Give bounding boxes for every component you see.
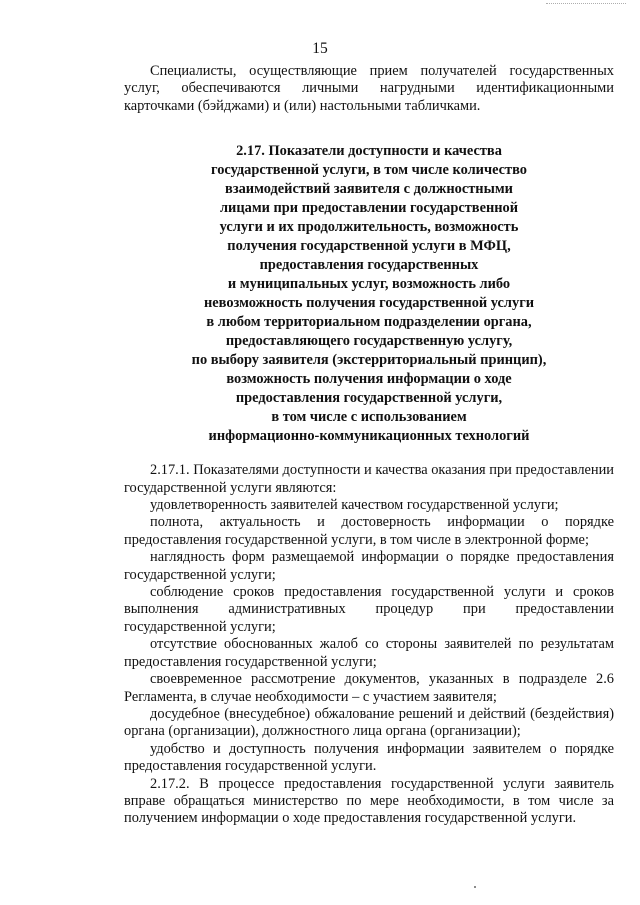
indicator-item: соблюдение сроков предоставления государственной услуги и сроков выполнения административных процедур при предоставлении государственной услуги; <box>124 584 614 635</box>
page-number: 15 <box>312 40 328 57</box>
paragraph-2-17-1: 2.17.1. Показателями доступности и качества оказания при предоставлении государственной услуги являются: <box>124 462 614 496</box>
heading-line: услуги и их продолжительность, возможность <box>219 219 519 236</box>
indicator-item: удобство и доступность получения информации заявителем о порядке предоставления государственной услуги. <box>124 740 614 775</box>
indicator-item: полнота, актуальность и достоверность информации о порядке предоставления государственной услуги, в том числе в электронной форме; <box>124 514 614 548</box>
heading-line: взаимодействий заявителя с должностными <box>225 181 513 198</box>
heading-line: невозможность получения государственной услуги <box>203 295 535 312</box>
heading-line: предоставления государственной услуги, <box>235 390 503 407</box>
indicator-item: досудебное (внесудебное) обжалование решений и действий (бездействия) органа (организации), должностного лица органа (организации); <box>124 705 614 740</box>
indicator-item: отсутствие обоснованных жалоб со стороны заявителей по результатам предоставления государственной услуги; <box>124 636 614 670</box>
heading-line: государственной услуги, в том числе количество <box>211 162 527 179</box>
heading-line: предоставляющего государственную услугу, <box>225 333 513 350</box>
heading-line: информационно-коммуникационных технологий <box>208 428 530 445</box>
heading-line: и муниципальных услуг, возможность либо <box>227 276 511 293</box>
indicator-item: наглядность форм размещаемой информации о порядке предоставления государственной услуги; <box>124 549 614 583</box>
heading-line: в том числе с использованием <box>271 409 467 426</box>
scan-corner-mark <box>546 3 626 7</box>
heading-line: предоставления государственных <box>259 257 479 274</box>
indicator-item: своевременное рассмотрение документов, указанных в подразделе 2.6 Регламента, в случае необходимости – с участием заявителя; <box>124 671 614 705</box>
heading-line: по выбору заявителя (экстерриториальный принцип), <box>191 352 547 369</box>
heading-line: в любом территориальном подразделении органа, <box>206 314 532 331</box>
heading-line: получения государственной услуги в МФЦ, <box>227 238 511 255</box>
heading-line: лицами при предоставлении государственной <box>219 200 519 217</box>
page-content <box>124 63 614 828</box>
intro-paragraph: Специалисты, осуществляющие прием получателей государственных услуг, обеспечиваются личными нагрудными идентификационными карточками (бэйджами) и (или) настольными табличками. <box>124 63 614 114</box>
section-heading <box>124 142 614 446</box>
indicator-item: удовлетворенность заявителей качеством государственной услуги; <box>150 497 559 514</box>
paragraph-2-17-2: 2.17.2. В процессе предоставления государственной услуги заявитель вправе обращаться министерство по мере необходимости, в том числе за получением информации о ходе предоставления государственной услуги. <box>124 775 614 827</box>
scan-speck <box>474 886 476 888</box>
heading-line: 2.17. Показатели доступности и качества <box>236 143 502 160</box>
heading-line: возможность получения информации о ходе <box>226 371 512 388</box>
